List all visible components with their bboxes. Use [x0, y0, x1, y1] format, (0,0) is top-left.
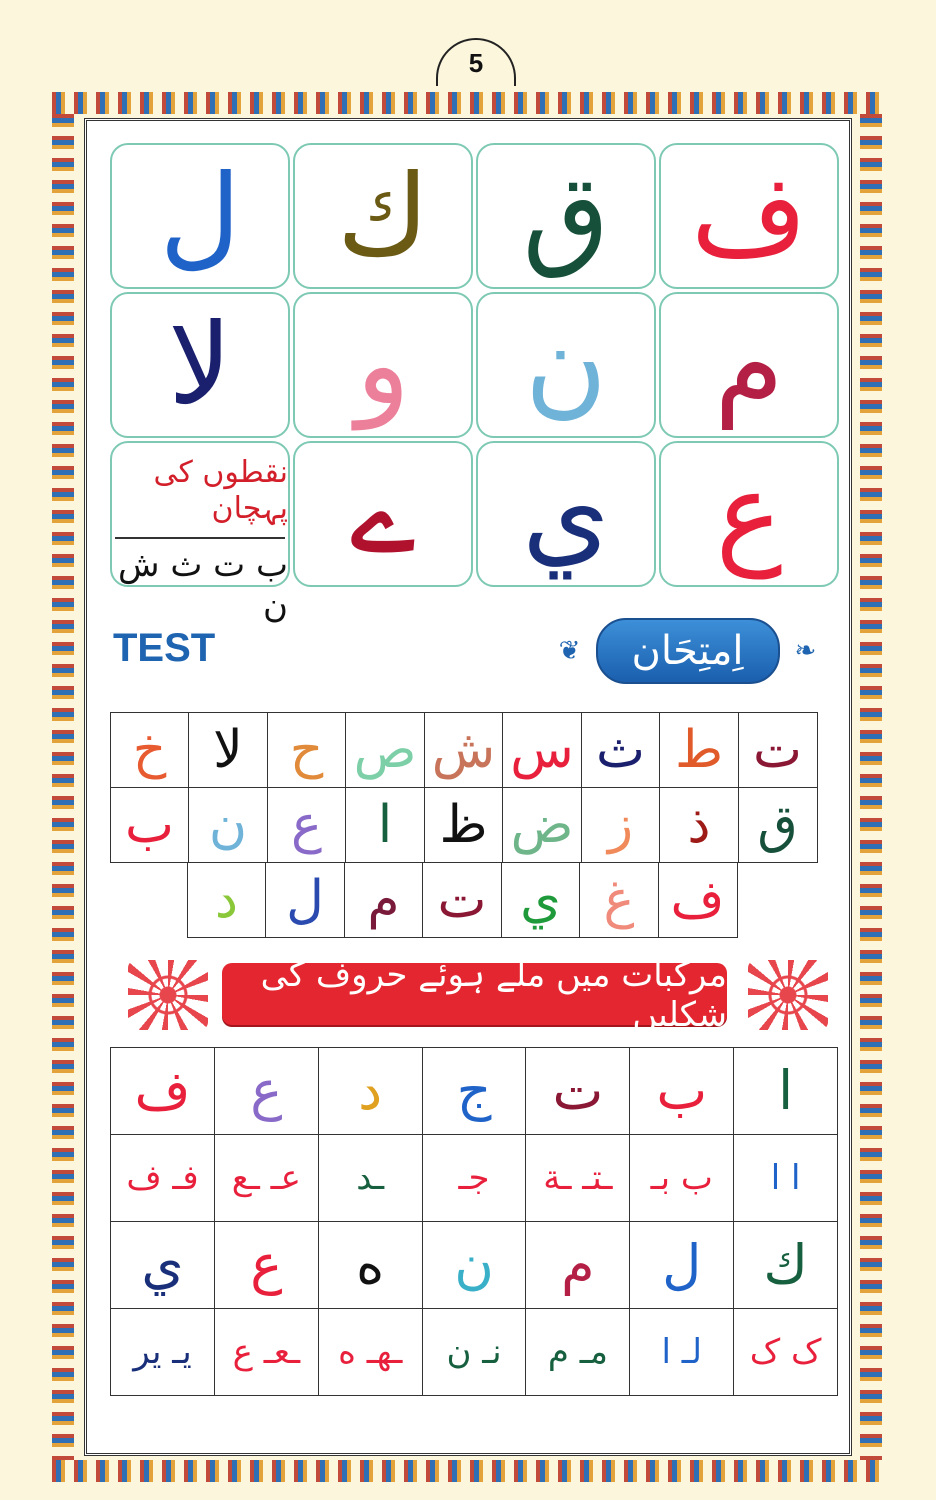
test-letter-cell: ف — [658, 862, 738, 938]
test-label: TEST — [113, 626, 216, 670]
rosette-right-icon — [748, 960, 828, 1030]
connected-forms-table — [110, 1047, 838, 1396]
forms-cell: مـ م — [526, 1309, 630, 1396]
test-letter-cell: م — [344, 862, 424, 938]
dots-row: ب ت ث ش ن — [118, 545, 288, 626]
test-letter-cell: ح — [267, 712, 347, 788]
test-row — [188, 863, 738, 938]
flourish-right-icon: ❧ — [794, 636, 817, 666]
forms-cell: ـد — [318, 1135, 422, 1222]
test-letter-cell: ن — [188, 787, 268, 863]
test-letter-cell: ب — [110, 787, 190, 863]
forms-cell: د — [318, 1048, 422, 1135]
forms-row — [111, 1222, 838, 1309]
forms-cell: ف — [111, 1048, 215, 1135]
letter-card: م — [659, 292, 839, 438]
dots-recognition-card — [110, 441, 290, 626]
exam-banner — [540, 618, 835, 684]
forms-cell: ه — [318, 1222, 422, 1309]
letter-card: ف — [659, 143, 839, 289]
letter-card: ل — [110, 143, 290, 289]
forms-cell: لـ ا — [630, 1309, 734, 1396]
test-letter-cell: لا — [188, 712, 268, 788]
test-letter-cell: ش — [424, 712, 504, 788]
forms-cell: ـعـ ع — [214, 1309, 318, 1396]
test-letter-cell: ع — [267, 787, 347, 863]
dots-card-title: نقطوں کی پہچان — [153, 455, 288, 526]
test-letter-cell: ض — [502, 787, 582, 863]
forms-row — [111, 1048, 838, 1135]
letter-card: لا — [110, 292, 290, 438]
exam-title: اِمتِحَان — [596, 618, 780, 684]
test-letter-cell: ت — [738, 712, 818, 788]
forms-cell: ـتـ ـة — [526, 1135, 630, 1222]
forms-cell: ا ا — [734, 1135, 838, 1222]
forms-cell: يـ ير — [111, 1309, 215, 1396]
forms-cell: فـ ف — [111, 1135, 215, 1222]
test-letter-cell: خ — [110, 712, 190, 788]
forms-cell: ي — [111, 1222, 215, 1309]
forms-cell: ل — [630, 1222, 734, 1309]
forms-cell: ع — [214, 1048, 318, 1135]
flourish-left-icon: ❦ — [558, 636, 581, 666]
forms-cell: ک ک — [734, 1309, 838, 1396]
test-letter-cell: ت — [422, 862, 502, 938]
forms-cell: ب بـ — [630, 1135, 734, 1222]
forms-cell: ن — [422, 1222, 526, 1309]
forms-row — [111, 1135, 838, 1222]
test-letter-cell: ل — [265, 862, 345, 938]
forms-cell: ا — [734, 1048, 838, 1135]
connected-forms-title: مرکبات میں ملے ہوئے حروف کی شکلیں — [222, 963, 727, 1025]
test-letter-cell: غ — [579, 862, 659, 938]
forms-cell: ع — [214, 1222, 318, 1309]
letter-card: و — [293, 292, 473, 438]
forms-cell: نـ ن — [422, 1309, 526, 1396]
rosette-left-icon — [128, 960, 208, 1030]
test-letter-cell: ظ — [424, 787, 504, 863]
test-row — [111, 713, 818, 788]
test-letter-cell: ذ — [659, 787, 739, 863]
forms-row — [111, 1309, 838, 1396]
test-letter-cell: ق — [738, 787, 818, 863]
test-letter-cell: ز — [581, 787, 661, 863]
test-letter-cell: د — [187, 862, 267, 938]
test-letter-cell: ص — [345, 712, 425, 788]
test-letter-cell: س — [502, 712, 582, 788]
test-letter-cell: ط — [659, 712, 739, 788]
letter-card: ع — [659, 441, 839, 587]
divider — [115, 537, 285, 539]
letter-card: ق — [476, 143, 656, 289]
letter-card: ے — [293, 441, 473, 587]
forms-cell: ب — [630, 1048, 734, 1135]
forms-cell: عـ ـع — [214, 1135, 318, 1222]
page-number: 5 — [436, 38, 516, 86]
test-letter-cell: ث — [581, 712, 661, 788]
letter-card-grid — [110, 143, 839, 626]
letter-card: ي — [476, 441, 656, 587]
forms-cell: ـهـ ه — [318, 1309, 422, 1396]
test-row — [111, 788, 818, 863]
test-letter-cell: ا — [345, 787, 425, 863]
forms-cell: م — [526, 1222, 630, 1309]
letter-card: ن — [476, 292, 656, 438]
forms-cell: جـ — [422, 1135, 526, 1222]
forms-cell: ك — [734, 1222, 838, 1309]
letter-card: ك — [293, 143, 473, 289]
forms-cell: ت — [526, 1048, 630, 1135]
forms-cell: ج — [422, 1048, 526, 1135]
test-letter-cell: ي — [501, 862, 581, 938]
